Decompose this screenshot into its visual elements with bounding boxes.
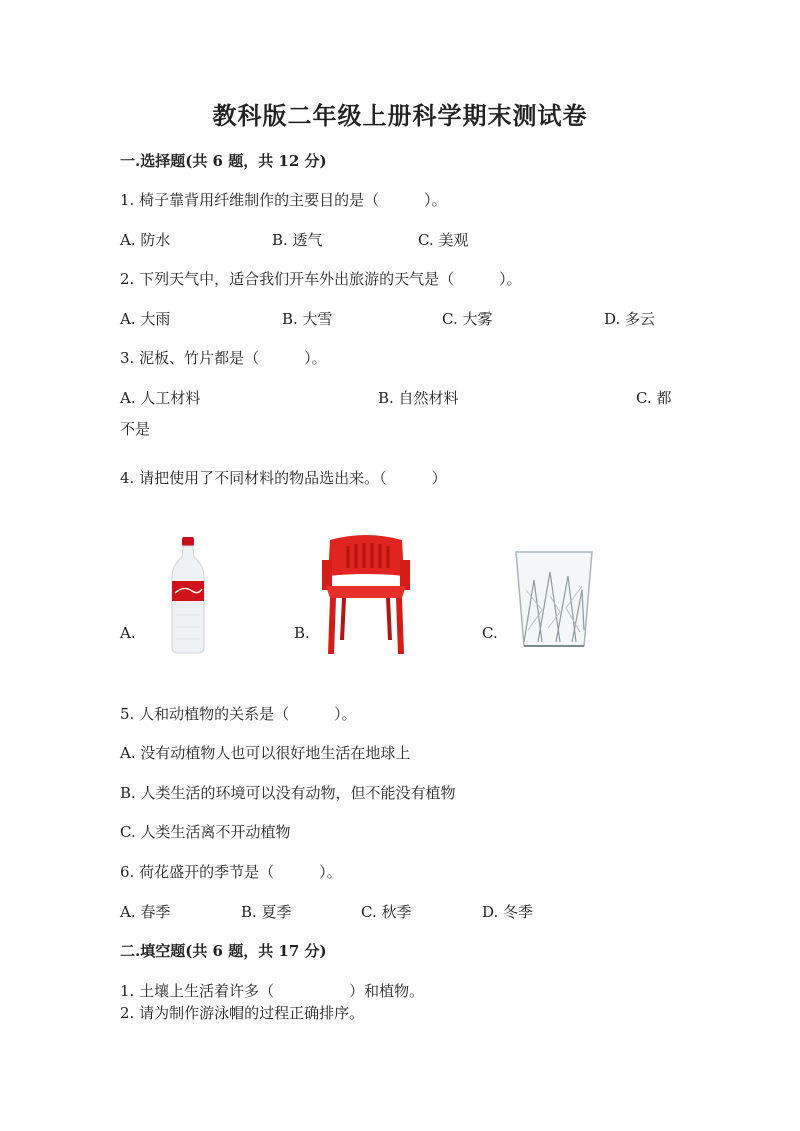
question-3-option-c: C. 都 <box>636 389 672 407</box>
question-4-stem: 4. 请把使用了不同材料的物品选出来。（ ） <box>120 469 447 487</box>
question-4-option-b: B. <box>294 624 310 642</box>
chair-image <box>318 530 414 656</box>
question-2-option-d: D. 多云 <box>604 310 656 328</box>
question-1-stem: 1. 椅子靠背用纤维制作的主要目的是（ ）。 <box>120 191 447 209</box>
section-heading-choice: 一.选择题(共 6 题，共 12 分) <box>120 152 327 170</box>
question-6-option-b: B. 夏季 <box>241 903 292 921</box>
question-1-option-c: C. 美观 <box>418 231 469 249</box>
question-2-option-c: C. 大雾 <box>442 310 493 328</box>
question-1-option-a: A. 防水 <box>120 231 171 249</box>
question-5-option-a: A. 没有动植物人也可以很好地生活在地球上 <box>120 744 411 762</box>
bottle-image <box>156 535 220 655</box>
fill-question-1-stem: 1. 土壤上生活着许多（ ）和植物。 <box>120 982 425 1000</box>
question-1-option-b: B. 透气 <box>272 231 323 249</box>
question-3-option-a: A. 人工材料 <box>120 389 201 407</box>
question-6-option-c: C. 秋季 <box>361 903 412 921</box>
section-heading-fill-blank: 二.填空题(共 6 题，共 17 分) <box>120 942 327 960</box>
question-4-option-c: C. <box>482 624 498 642</box>
question-2-option-a: A. 大雨 <box>120 310 171 328</box>
question-6-option-a: A. 春季 <box>120 903 171 921</box>
question-5-stem: 5. 人和动植物的关系是（ ）。 <box>120 705 357 723</box>
glass-image <box>512 550 596 650</box>
question-2-stem: 2. 下列天气中，适合我们开车外出旅游的天气是（ ）。 <box>120 270 522 288</box>
question-6-option-d: D. 冬季 <box>482 903 534 921</box>
fill-question-2-stem: 2. 请为制作游泳帽的过程正确排序。 <box>120 1004 365 1022</box>
question-3-option-b: B. 自然材料 <box>378 389 459 407</box>
question-3-stem: 3. 泥板、竹片都是（ ）。 <box>120 349 327 367</box>
question-4-option-a: A. <box>120 624 136 642</box>
question-5-option-b: B. 人类生活的环境可以没有动物，但不能没有植物 <box>120 784 456 802</box>
question-2-option-b: B. 大雪 <box>282 310 333 328</box>
question-6-stem: 6. 荷花盛开的季节是（ ）。 <box>120 863 342 881</box>
question-5-option-c: C. 人类生活离不开动植物 <box>120 823 291 841</box>
question-3-option-c-continued: 不是 <box>120 420 151 438</box>
page-title: 教科版二年级上册科学期末测试卷 <box>212 101 588 130</box>
